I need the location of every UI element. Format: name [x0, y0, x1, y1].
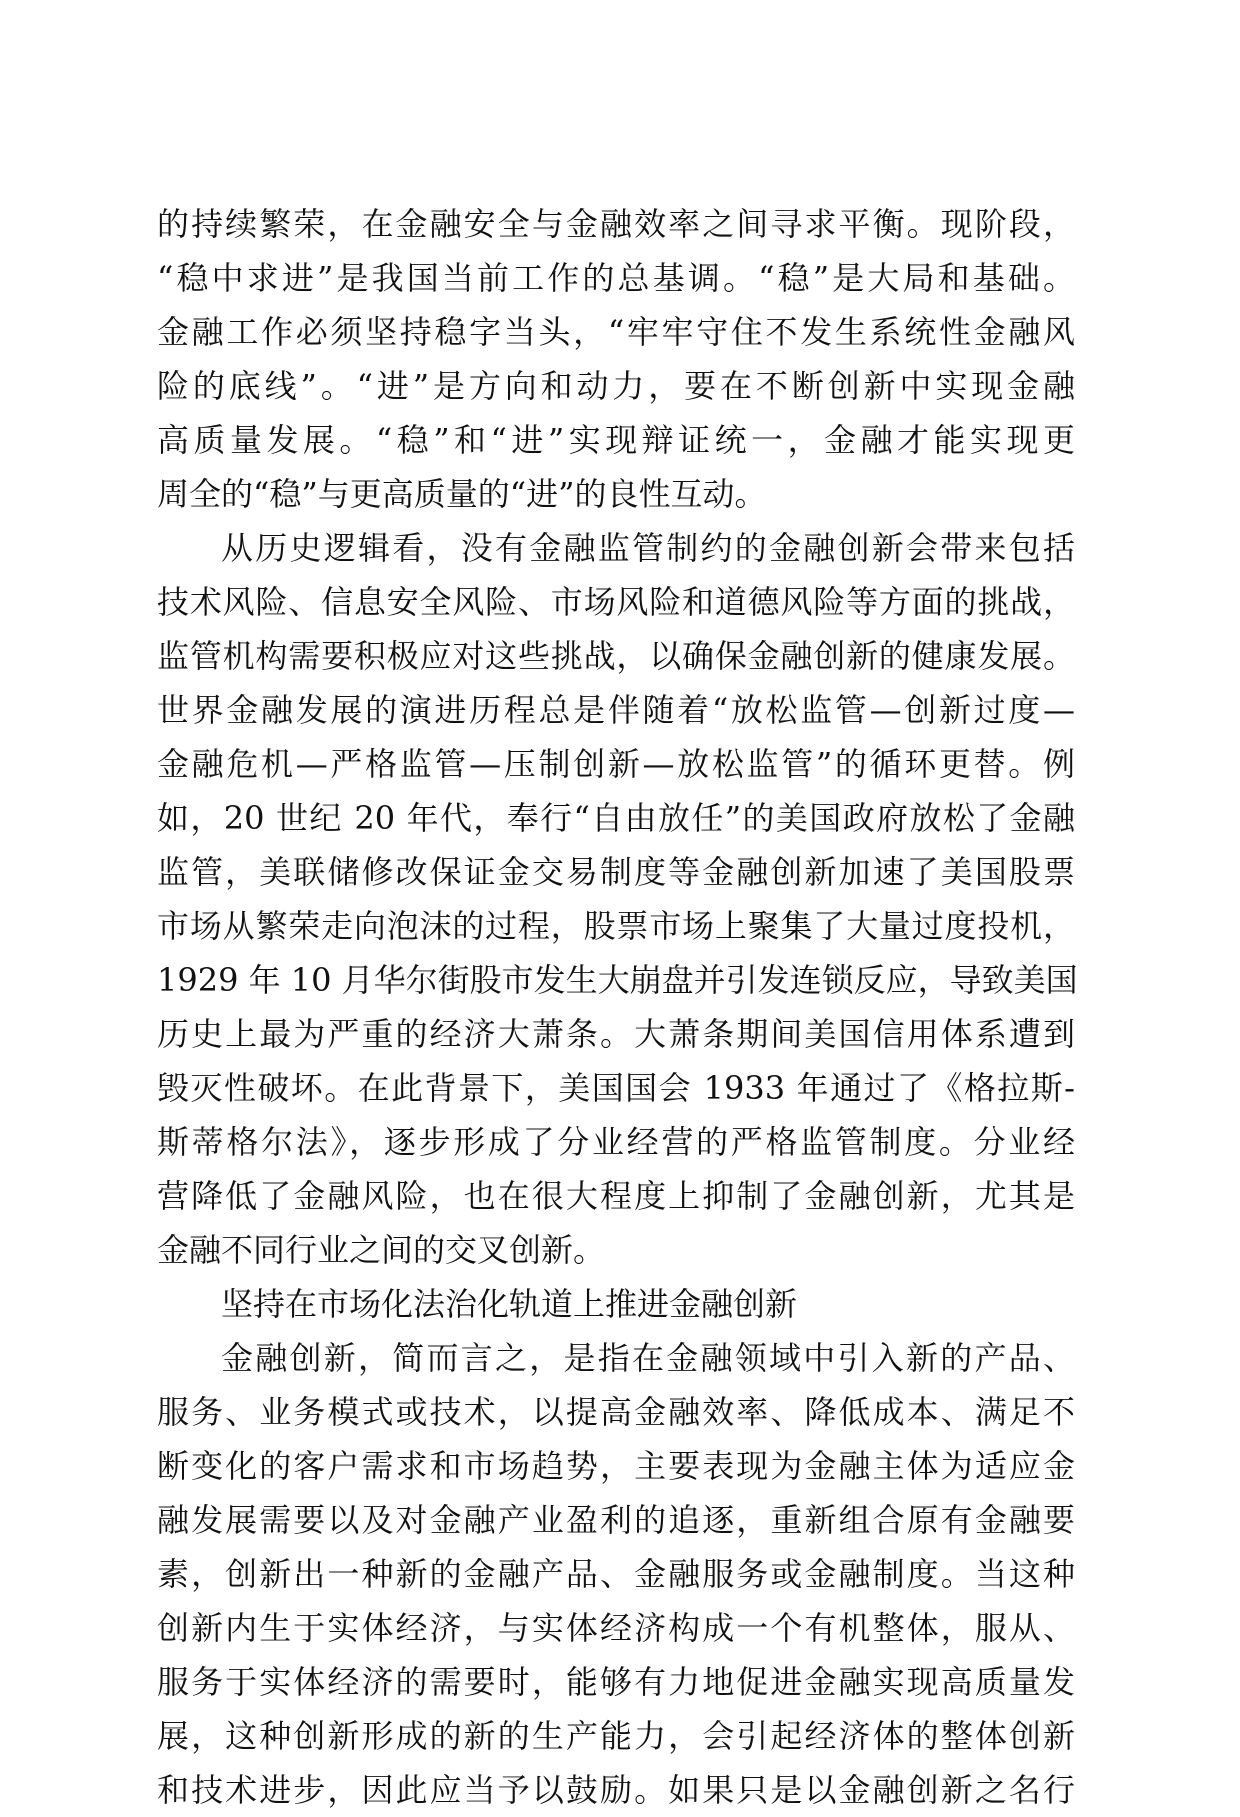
- paragraph-line: 的持续繁荣，在金融安全与金融效率之间寻求平衡。现阶段，: [157, 205, 1075, 243]
- paragraph-line: 监管，美联储修改保证金交易制度等金融创新加速了美国股票: [157, 853, 1075, 891]
- paragraph-line: 毁灭性破坏。在此背景下，美国国会 1933 年通过了《格拉斯-: [157, 1069, 1075, 1107]
- paragraph-line: 素，创新出一种新的金融产品、金融服务或金融制度。当这种: [157, 1555, 1075, 1593]
- paragraph-line: 险的底线”。“进”是方向和动力，要在不断创新中实现金融: [157, 367, 1075, 405]
- paragraph-line: 金融不同行业之间的交叉创新。: [157, 1231, 606, 1269]
- paragraph-line: “稳中求进”是我国当前工作的总基调。“稳”是大局和基础。: [157, 259, 1075, 297]
- paragraph-1: [157, 197, 1075, 521]
- paragraph-2: [157, 521, 1078, 1277]
- paragraph-line: 展，这种创新形成的新的生产能力，会引起经济体的整体创新: [157, 1717, 1075, 1755]
- paragraph-line: 营降低了金融风险，也在很大程度上抑制了金融创新，尤其是: [157, 1177, 1075, 1215]
- paragraph-line: 金融危机—严格监管—压制创新—放松监管”的循环更替。例: [157, 745, 1075, 783]
- paragraph-line: 金融创新，简而言之，是指在金融领域中引入新的产品、: [221, 1339, 1075, 1377]
- paragraph-line: 世界金融发展的演进历程总是伴随着“放松监管—创新过度—: [157, 691, 1075, 729]
- paragraph-line: 断变化的客户需求和市场趋势，主要表现为金融主体为适应金: [157, 1447, 1075, 1485]
- paragraph-line: 融发展需要以及对金融产业盈利的追逐，重新组合原有金融要: [157, 1501, 1075, 1539]
- paragraph-line: 创新内生于实体经济，与实体经济构成一个有机整体，服从、: [157, 1609, 1075, 1647]
- paragraph-line: 监管机构需要积极应对这些挑战，以确保金融创新的健康发展。: [157, 637, 1075, 675]
- paragraph-line: 从历史逻辑看，没有金融监管制约的金融创新会带来包括: [221, 529, 1075, 567]
- paragraph-line: 历史上最为严重的经济大萧条。大萧条期间美国信用体系遭到: [157, 1015, 1075, 1053]
- paragraph-line: 服务、业务模式或技术，以提高金融效率、降低成本、满足不: [157, 1393, 1075, 1431]
- paragraph-line: 市场从繁荣走向泡沫的过程，股票市场上聚集了大量过度投机，: [157, 907, 1075, 945]
- paragraph-line: 周全的“稳”与更高质量的“进”的良性互动。: [157, 475, 767, 513]
- document-page: [157, 197, 1078, 1817]
- paragraph-line: 服务于实体经济的需要时，能够有力地促进金融实现高质量发: [157, 1663, 1075, 1701]
- paragraph-line: 高质量发展。“稳”和“进”实现辩证统一，金融才能实现更: [157, 421, 1075, 459]
- paragraph-line: 如，20 世纪 20 年代，奉行“自由放任”的美国政府放松了金融: [157, 799, 1075, 837]
- section-heading: 坚持在市场化法治化轨道上推进金融创新: [221, 1285, 798, 1323]
- paragraph-line: 1929 年 10 月华尔街股市发生大崩盘并引发连锁反应，导致美国: [157, 961, 1078, 999]
- paragraph-line: 金融工作必须坚持稳字当头，“牢牢守住不发生系统性金融风: [157, 313, 1075, 351]
- paragraph-line: 技术风险、信息安全风险、市场风险和道德风险等方面的挑战，: [157, 583, 1075, 621]
- paragraph-line: 和技术进步，因此应当予以鼓励。如果只是以金融创新之名行: [157, 1771, 1075, 1809]
- paragraph-3: [157, 1331, 1075, 1817]
- paragraph-line: 斯蒂格尔法》，逐步形成了分业经营的严格监管制度。分业经: [157, 1123, 1075, 1161]
